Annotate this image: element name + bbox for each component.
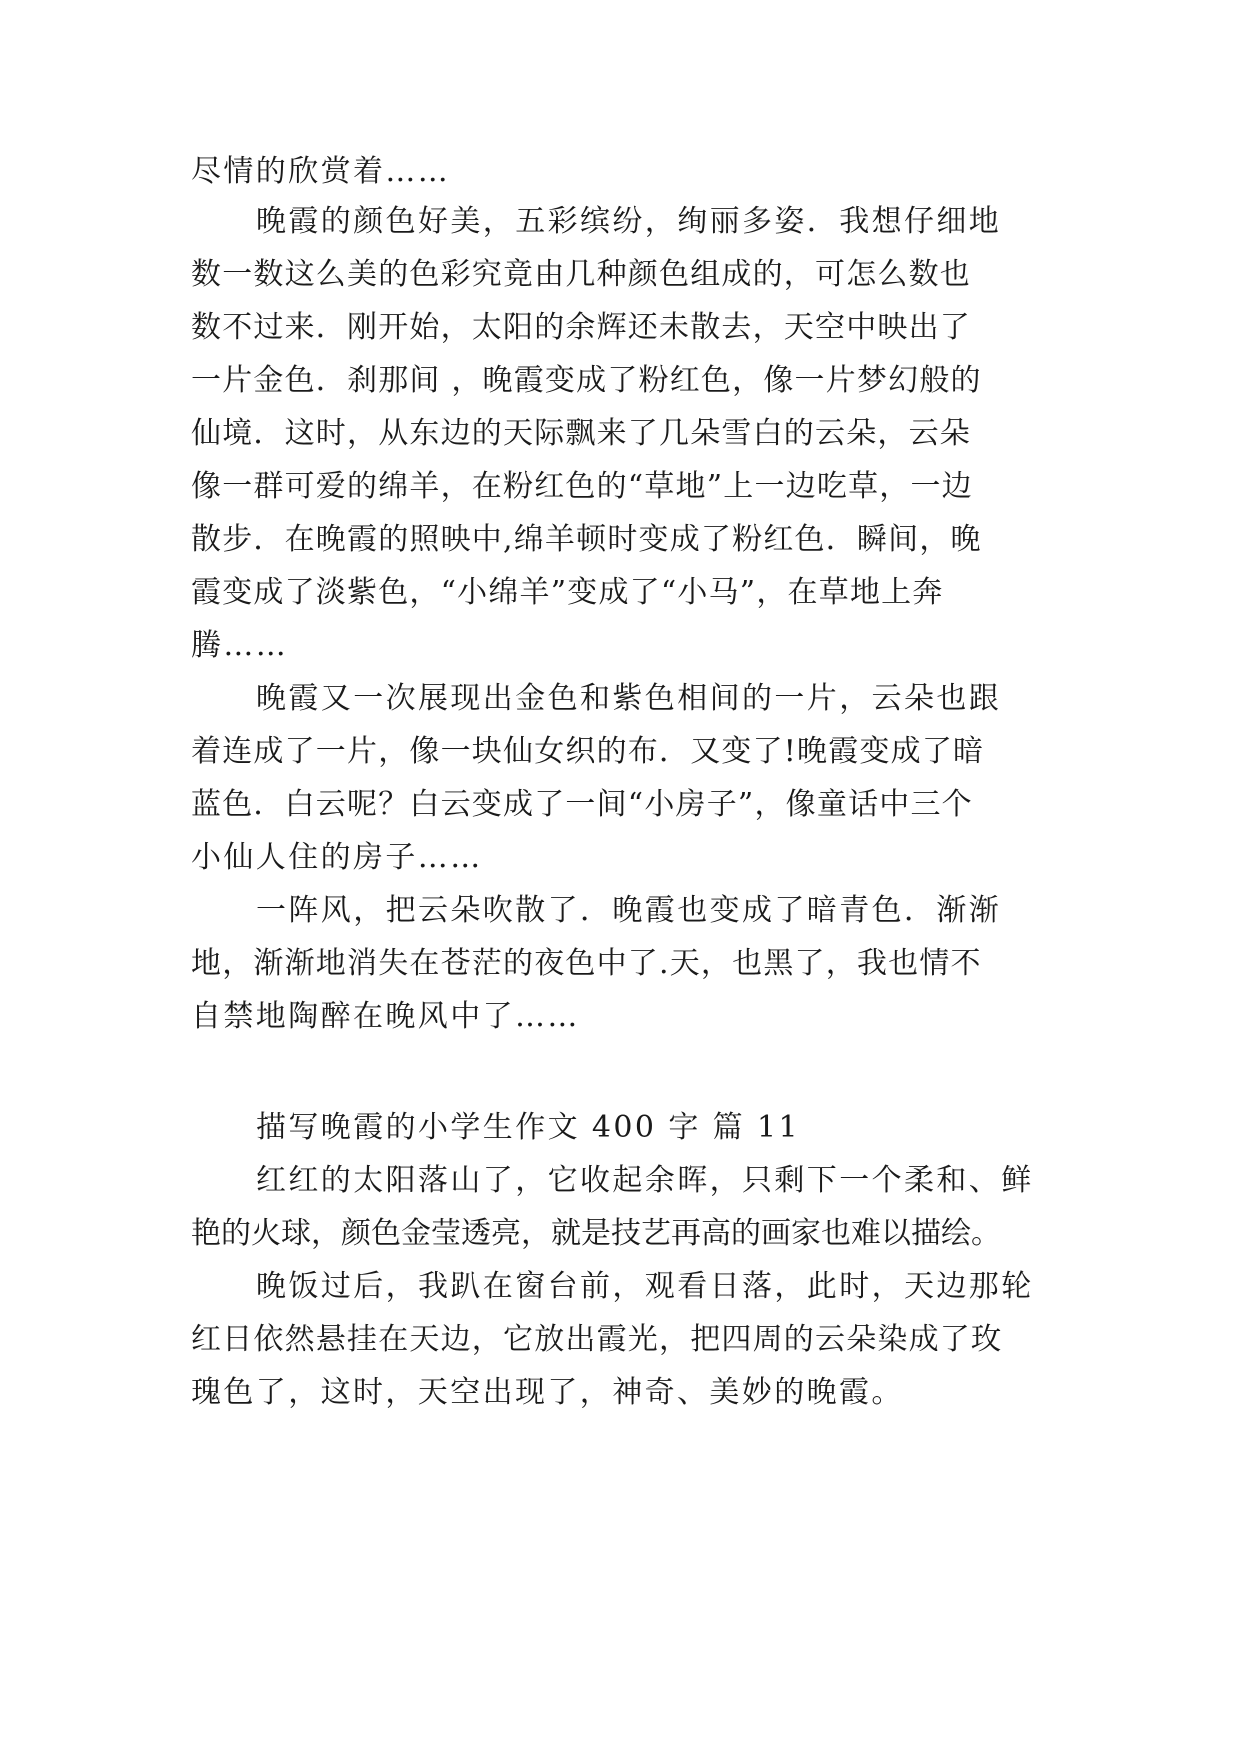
text-line: 艳的火球，颜色金莹透亮，就是技艺再高的画家也难以描绘。 [191,1216,1001,1251]
text-line: 红日依然悬挂在天边，它放出霞光，把四周的云朵染成了玫 [191,1322,1003,1357]
text-line: 尽情的欣赏着…… [191,154,451,189]
text-line: 瑰色了，这时，天空出现了，神奇、美妙的晚霞。 [191,1375,904,1410]
paragraph-first-line: 晚霞的颜色好美，五彩缤纷，绚丽多姿．我想仔细地 [256,204,1002,239]
text-line: 霞变成了淡紫色，“小绵羊”变成了“小马”，在草地上奔 [191,575,944,610]
paragraph-first-line: 红红的太阳落山了，它收起余晖，只剩下一个柔和、鲜 [256,1163,1034,1198]
text-line: 着连成了一片，像一块仙女织的布．又变了!晚霞变成了暗 [191,734,985,769]
section-heading: 描写晚霞的小学生作文 400 字 篇 11 [256,1110,800,1145]
text-line: 一片金色．刹那间 ，晚霞变成了粉红色，像一片梦幻般的 [191,363,982,398]
text-line: 小仙人住的房子…… [191,840,483,875]
text-line: 蓝色．白云呢？白云变成了一间“小房子”，像童话中三个 [191,787,973,822]
paragraph-first-line: 晚霞又一次展现出金色和紫色相间的一片，云朵也跟 [256,681,1002,716]
text-line: 腾…… [191,628,289,663]
text-line: 地，渐渐地消失在苍茫的夜色中了.天，也黑了，我也情不 [191,946,982,981]
paragraph-first-line: 晚饭过后，我趴在窗台前，观看日落，此时，天边那轮 [256,1269,1034,1304]
paragraph-first-line: 一阵风，把云朵吹散了．晚霞也变成了暗青色．渐渐 [256,893,1002,928]
text-line: 自禁地陶醉在晚风中了…… [191,999,580,1034]
text-line: 仙境．这时，从东边的天际飘来了几朵雪白的云朵，云朵 [191,416,971,451]
text-line: 散步．在晚霞的照映中,绵羊顿时变成了粉红色．瞬间，晚 [191,522,982,557]
text-line: 数一数这么美的色彩究竟由几种颜色组成的，可怎么数也 [191,257,971,292]
text-line: 像一群可爱的绵羊，在粉红色的“草地”上一边吃草，一边 [191,469,973,504]
text-line: 数不过来．刚开始，太阳的余辉还未散去，天空中映出了 [191,310,971,345]
